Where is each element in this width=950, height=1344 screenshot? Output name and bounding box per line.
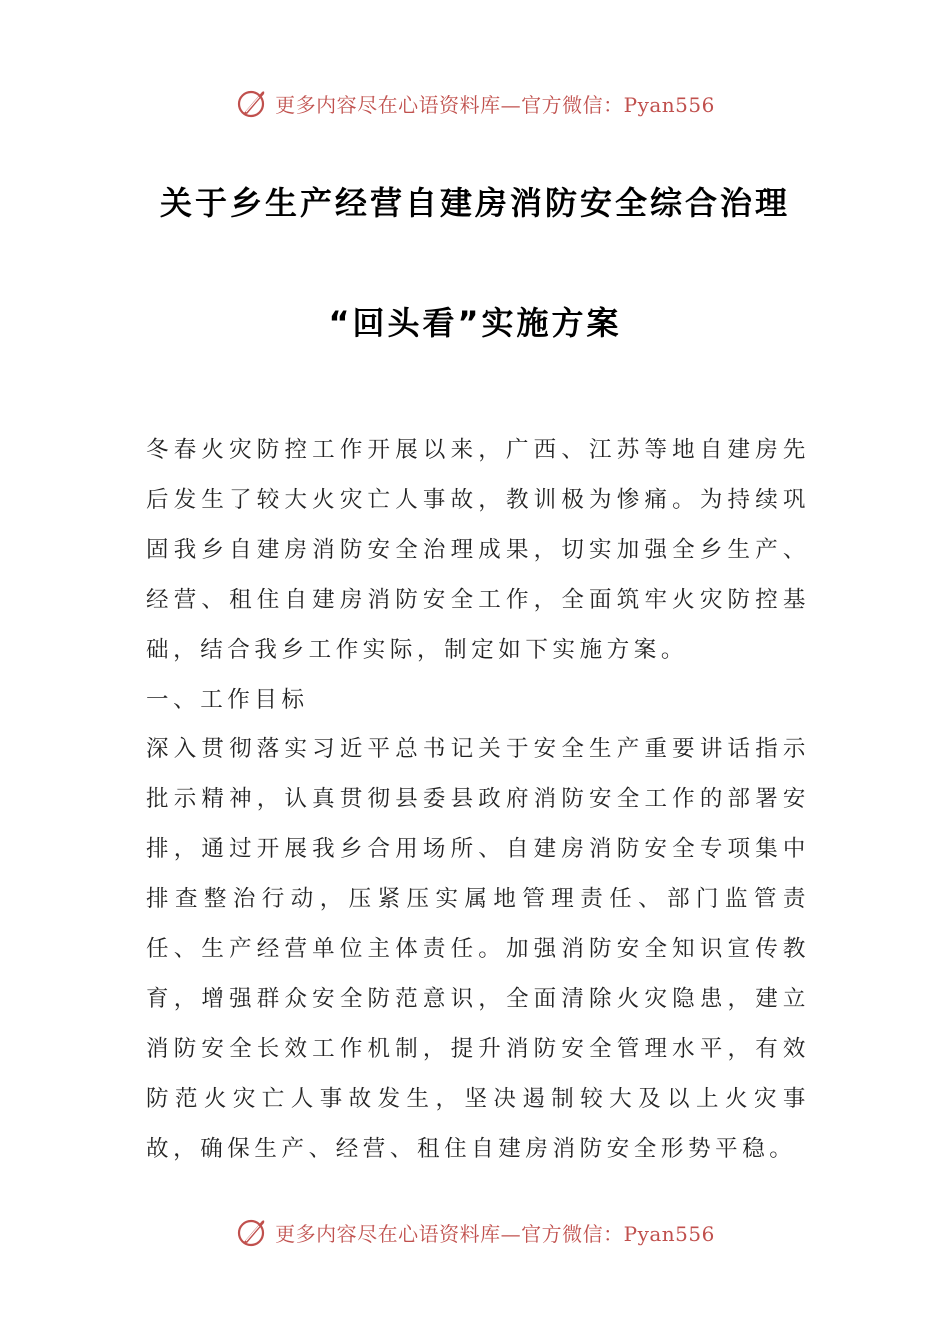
section-1-paragraph: 深入贯彻落实习近平总书记关于安全生产重要讲话指示批示精神，认真贯彻县委县政府消防安全工作的部署安排，通过开展我乡合用场所、自建房消防安全专项集中排查整治行动，压紧压实属地管理责任、部门监管责任、生产经营单位主体责任。加强消防安全知识宣传教育，增强群众安全防范意识，全面清除火灾隐患，建立消防安全长效工作机制，提升消防安全管理水平，有效防范火灾亡人事故发生，坚决遏制较大及以上火灾事故，确保生产、经营、租住自建房消防安全形势平稳。	[146, 736, 810, 1162]
document-title-line-2: “回头看”实施方案	[328, 304, 622, 342]
quill-pen-circle-icon	[235, 1215, 269, 1249]
quill-pen-circle-icon	[235, 86, 269, 120]
document-body	[146, 426, 810, 1175]
header-watermark-banner	[0, 81, 950, 125]
section-1-heading: 一、工作目标	[146, 686, 309, 713]
intro-paragraph: 冬春火灾防控工作开展以来，广西、江苏等地自建房先后发生了较大火灾亡人事故，教训极为惨痛。为持续巩固我乡自建房消防安全治理成果，切实加强全乡生产、经营、租住自建房消防安全工作，全面筑牢火灾防控基础，结合我乡工作实际，制定如下实施方案。	[146, 437, 810, 663]
document-title-line-1: 关于乡生产经营自建房消防安全综合治理	[159, 184, 790, 222]
footer-watermark-banner	[0, 1210, 950, 1254]
header-watermark-text: 更多内容尽在心语资料库—官方微信：Pyan556	[275, 92, 715, 117]
footer-watermark-text: 更多内容尽在心语资料库—官方微信：Pyan556	[275, 1221, 715, 1246]
